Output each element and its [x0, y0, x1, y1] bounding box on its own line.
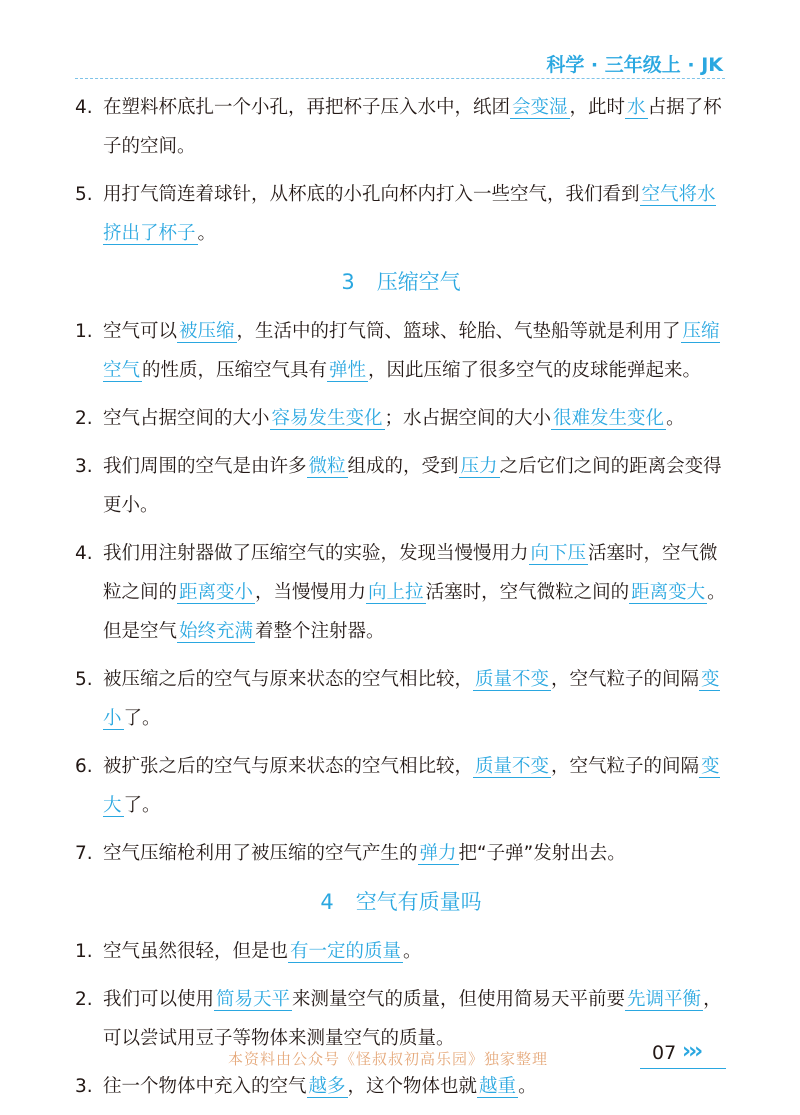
item-number: 3. [75, 1076, 93, 1097]
section-4-number: 4 [320, 890, 334, 914]
item-text-run: 往一个物体中充入的空气 [103, 1076, 307, 1097]
item-text-run: 。 [197, 223, 217, 244]
answer-fill: 微粒 [308, 456, 346, 477]
item-number: 4. [75, 543, 93, 564]
item-number: 4. [75, 97, 93, 118]
answer-fill: 变小 [103, 669, 720, 729]
section-3-items [75, 312, 727, 873]
item-text-run: 来测量空气的质量，但使用简易天平前要 [292, 989, 626, 1010]
list-item [75, 747, 727, 825]
answer-fill: 压力 [460, 456, 498, 477]
answer-fill: 先调平衡 [627, 989, 702, 1010]
item-text-run: 在塑料杯底扎一个小孔，再把杯子压入水中，纸团 [103, 97, 511, 118]
list-item [75, 980, 727, 1058]
list-item [75, 534, 727, 651]
item-text-run: 空气可以 [103, 321, 178, 342]
item-text [103, 447, 727, 525]
answer-fill: 越重 [479, 1076, 517, 1097]
list-item [75, 175, 727, 253]
answer-fill: 越多 [308, 1076, 346, 1097]
list-item [75, 447, 727, 525]
section-4-items [75, 932, 727, 1106]
answer-fill: 空气将水挤出了杯子 [103, 184, 716, 244]
item-text-run: 用打气筒连着球针，从杯底的小孔向杯内打入一些空气，我们看到 [103, 184, 640, 205]
answer-fill: 质量不变 [475, 669, 550, 690]
item-text-run: 了。 [123, 708, 161, 729]
answer-fill: 始终充满 [179, 621, 254, 642]
answer-fill: 水 [627, 97, 646, 118]
item-text-run: 活塞时，空气微粒之间的 [103, 543, 718, 603]
item-text-run: ，因此压缩了很多空气的皮球能弹起来。 [368, 360, 702, 381]
item-text-run: 的性质，压缩空气具有 [142, 360, 328, 381]
answer-fill: 压缩空气 [103, 321, 720, 381]
content [75, 88, 727, 1115]
item-text-run: 。 [666, 408, 685, 429]
item-text-run: 被压缩之后的空气与原来状态的空气相比较， [103, 669, 474, 690]
answer-fill: 距离变大 [631, 582, 706, 603]
item-number: 1. [75, 941, 93, 962]
section-3-title [75, 262, 727, 302]
item-text-run: ，此时 [569, 97, 626, 118]
item-text-run: 。 [403, 941, 422, 962]
page-header [75, 52, 725, 79]
answer-fill: 被压缩 [179, 321, 235, 342]
item-text-run: 。但是空气 [103, 582, 726, 642]
header-title: 科学 · 三年级上 · JK [546, 54, 723, 76]
list-item [75, 312, 727, 390]
item-text-run: 空气占据空间的大小 [103, 408, 270, 429]
item-text-run: 之后它们之间的距离会变得更小。 [103, 456, 722, 516]
list-item [75, 834, 727, 873]
item-text [103, 175, 727, 253]
item-text [103, 747, 727, 825]
answer-fill: 变大 [103, 756, 720, 816]
answer-fill: 距离变小 [179, 582, 254, 603]
item-text-run: ；水占据空间的大小 [384, 408, 552, 429]
answer-fill: 会变湿 [512, 97, 568, 118]
item-number: 5. [75, 184, 93, 205]
answer-fill: 向上拉 [368, 582, 424, 603]
item-text-run: 被扩张之后的空气与原来状态的空气相比较， [103, 756, 474, 777]
list-item [75, 399, 727, 438]
list-item [75, 932, 727, 971]
section-4-title [75, 882, 727, 922]
item-text-run: ，可以尝试用豆子等物体来测量空气的质量。 [103, 989, 722, 1049]
list-item [75, 1067, 727, 1106]
page-number-box [640, 1039, 726, 1069]
item-text-run: 把“子弹”发射出去。 [458, 843, 626, 864]
item-text [103, 932, 727, 971]
answer-fill: 向下压 [530, 543, 587, 564]
item-text-run: ，这个物体也就 [347, 1076, 478, 1097]
item-text-run: 我们可以使用 [103, 989, 215, 1010]
section-3-number: 3 [341, 270, 355, 294]
item-number: 1. [75, 321, 93, 342]
answer-fill: 容易发生变化 [271, 408, 383, 429]
answer-fill: 弹性 [329, 360, 367, 381]
item-text-run: 着整个注射器。 [255, 621, 385, 642]
item-text-run: 了。 [123, 795, 161, 816]
section-4-heading: 空气有质量吗 [355, 890, 482, 914]
list-item [75, 88, 727, 166]
footer-note: 本资料由公众号《怪叔叔初高乐园》独家整理 [228, 1050, 549, 1068]
top-items [75, 88, 727, 253]
item-text-run: 组成的，受到 [347, 456, 459, 477]
item-number: 7. [75, 843, 93, 864]
item-text-run: 占据了杯子的空间。 [103, 97, 722, 157]
section-3-heading: 压缩空气 [376, 270, 461, 294]
item-text-run: ，当慢慢用力 [255, 582, 367, 603]
page-number: 07 [652, 1042, 677, 1064]
item-text-run: 活塞时，空气微粒之间的 [425, 582, 630, 603]
item-text-run: 我们用注射器做了压缩空气的实验，发现当慢慢用力 [103, 543, 529, 564]
item-text-run: 。 [518, 1076, 537, 1097]
item-text-run: 空气虽然很轻，但是也 [103, 941, 289, 962]
item-number: 2. [75, 989, 93, 1010]
answer-fill: 质量不变 [475, 756, 550, 777]
item-text [103, 534, 727, 651]
list-item [75, 660, 727, 738]
item-number: 5. [75, 669, 93, 690]
answer-fill: 弹力 [419, 843, 457, 864]
item-text [103, 1067, 727, 1106]
item-text [103, 88, 727, 166]
answer-fill: 有一定的质量 [290, 941, 402, 962]
item-number: 6. [75, 756, 93, 777]
answer-fill: 简易天平 [216, 989, 291, 1010]
item-text [103, 312, 727, 390]
item-text-run: ，空气粒子的间隔 [551, 669, 700, 690]
item-text-run: 我们周围的空气是由许多 [103, 456, 307, 477]
item-text [103, 980, 727, 1058]
item-text [103, 660, 727, 738]
item-text-run: 空气压缩枪利用了被压缩的空气产生的 [103, 843, 418, 864]
item-text [103, 834, 727, 873]
answer-fill: 很难发生变化 [553, 408, 665, 429]
item-text-run: ，空气粒子的间隔 [551, 756, 700, 777]
item-number: 2. [75, 408, 93, 429]
item-number: 3. [75, 456, 93, 477]
item-text-run: ，生活中的打气筒、篮球、轮胎、气垫船等就是利用了 [236, 321, 681, 342]
item-text [103, 399, 727, 438]
arrow-icon: ››› [682, 1039, 701, 1064]
